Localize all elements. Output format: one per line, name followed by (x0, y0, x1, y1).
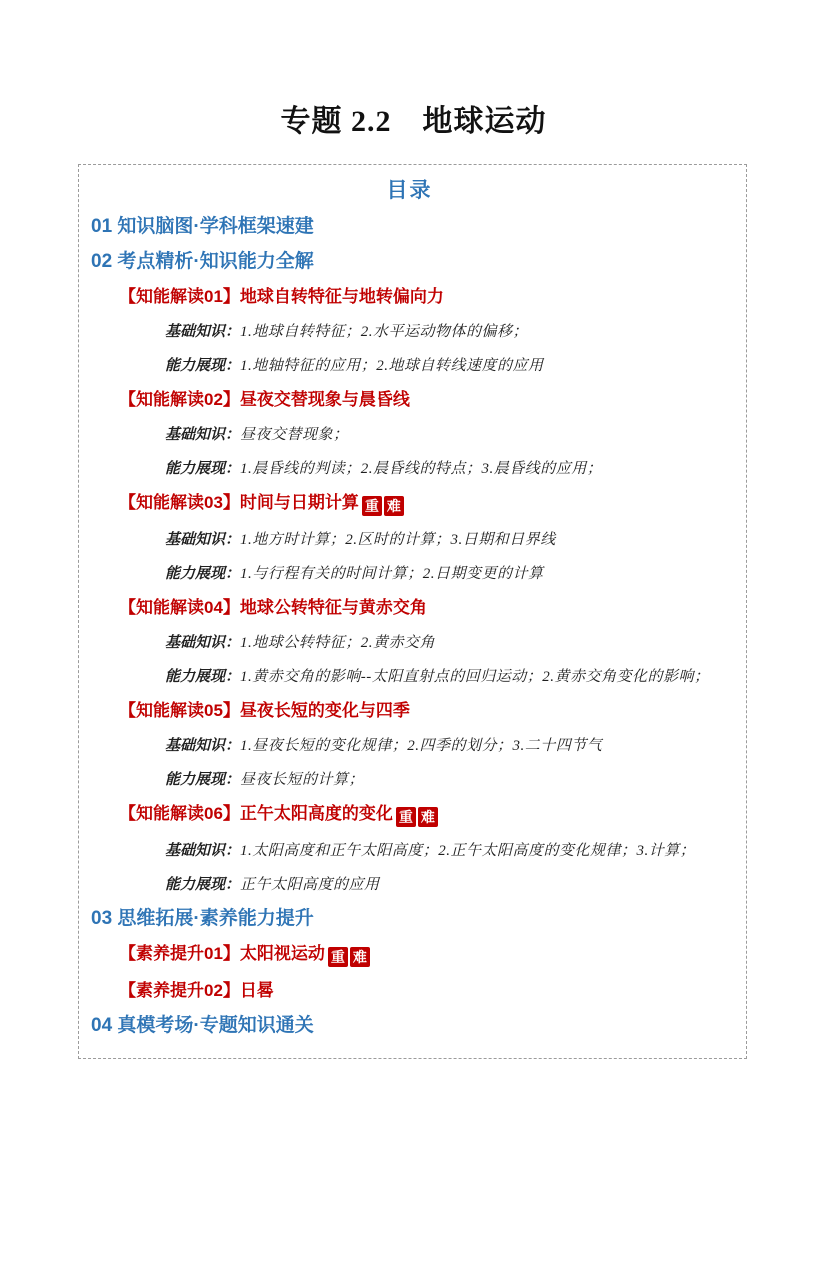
toc-detail-item (79, 666, 740, 688)
toc-box (78, 164, 747, 1059)
toc-detail-item (79, 840, 740, 862)
toc-heading: 目录 (386, 179, 433, 202)
toc-topic-item (79, 943, 740, 967)
detail-label: 能力展现： (165, 461, 241, 477)
detail-text: 1.昼夜长短的变化规律；2.四季的划分；3.二十四节气 (240, 738, 603, 754)
detail-label: 能力展现： (165, 358, 241, 374)
topic-label: 【知能解读05】昼夜长短的变化与四季 (119, 701, 410, 720)
detail-text: 1.地方时计算；2.区时的计算；3.日期和日界线 (240, 532, 556, 548)
detail-text: 昼夜长短的计算； (240, 772, 365, 788)
detail-text: 1.地球公转特征；2.黄赤交角 (240, 635, 436, 651)
detail-label: 基础知识： (165, 532, 241, 548)
toc-topic-item (79, 389, 740, 411)
detail-text: 1.与行程有关的时间计算；2.日期变更的计算 (240, 566, 544, 582)
toc-detail-item (79, 769, 740, 791)
toc-section-item (79, 908, 740, 930)
toc-detail-item (79, 321, 740, 343)
detail-label: 能力展现： (165, 669, 241, 685)
topic-label: 【知能解读04】地球公转特征与黄赤交角 (119, 598, 427, 617)
section-label: 01 知识脑图·学科框架速建 (91, 216, 314, 237)
detail-label: 基础知识： (165, 635, 241, 651)
badge-difficult: 难 (384, 496, 404, 516)
toc-detail-item (79, 529, 740, 551)
detail-text: 正午太阳高度的应用 (240, 877, 380, 893)
section-label: 02 考点精析·知识能力全解 (91, 251, 314, 272)
detail-label: 基础知识： (165, 427, 241, 443)
section-label: 04 真模考场·专题知识通关 (91, 1015, 314, 1036)
toc-detail-item (79, 563, 740, 585)
toc-topic-item (79, 492, 740, 516)
toc-detail-item (79, 632, 740, 654)
topic-label: 【知能解读02】昼夜交替现象与晨昏线 (119, 390, 410, 409)
detail-label: 基础知识： (165, 843, 241, 859)
badge-important: 重 (362, 496, 382, 516)
toc-detail-item (79, 735, 740, 757)
detail-label: 基础知识： (165, 324, 241, 340)
toc-topic-item (79, 286, 740, 308)
toc-detail-item (79, 874, 740, 896)
toc-section-item (79, 251, 740, 273)
badge-difficult: 难 (350, 947, 370, 967)
badge-important: 重 (328, 947, 348, 967)
toc-detail-item (79, 355, 740, 377)
topic-label: 【知能解读03】时间与日期计算 (119, 493, 359, 512)
toc-section-item (79, 1015, 740, 1037)
badge-important: 重 (396, 807, 416, 827)
toc-topic-item (79, 980, 740, 1002)
detail-text: 1.地轴特征的应用；2.地球自转线速度的应用 (240, 358, 544, 374)
toc-topic-item (79, 597, 740, 619)
toc-detail-item (79, 458, 740, 480)
toc-section-item (79, 216, 740, 238)
page-title: 专题 2.2 地球运动 (280, 105, 547, 138)
toc-list (79, 216, 740, 1037)
detail-text: 1.黄赤交角的影响--太阳直射点的回归运动；2.黄赤交角变化的影响； (240, 669, 710, 685)
detail-label: 能力展现： (165, 566, 241, 582)
detail-text: 1.太阳高度和正午太阳高度；2.正午太阳高度的变化规律；3.计算； (240, 843, 696, 859)
detail-label: 能力展现： (165, 877, 241, 893)
topic-label: 【素养提升02】日晷 (119, 981, 274, 1000)
toc-topic-item (79, 700, 740, 722)
toc-topic-item (79, 803, 740, 827)
section-label: 03 思维拓展·素养能力提升 (91, 908, 314, 929)
topic-label: 【知能解读06】正午太阳高度的变化 (119, 804, 393, 823)
detail-text: 昼夜交替现象； (240, 427, 349, 443)
badge-difficult: 难 (418, 807, 438, 827)
detail-label: 能力展现： (165, 772, 241, 788)
topic-label: 【知能解读01】地球自转特征与地转偏向力 (119, 287, 444, 306)
detail-text: 1.晨昏线的判读；2.晨昏线的特点；3.晨昏线的应用； (240, 461, 603, 477)
detail-label: 基础知识： (165, 738, 241, 754)
detail-text: 1.地球自转特征；2.水平运动物体的偏移； (240, 324, 529, 340)
toc-detail-item (79, 424, 740, 446)
topic-label: 【素养提升01】太阳视运动 (119, 944, 325, 963)
